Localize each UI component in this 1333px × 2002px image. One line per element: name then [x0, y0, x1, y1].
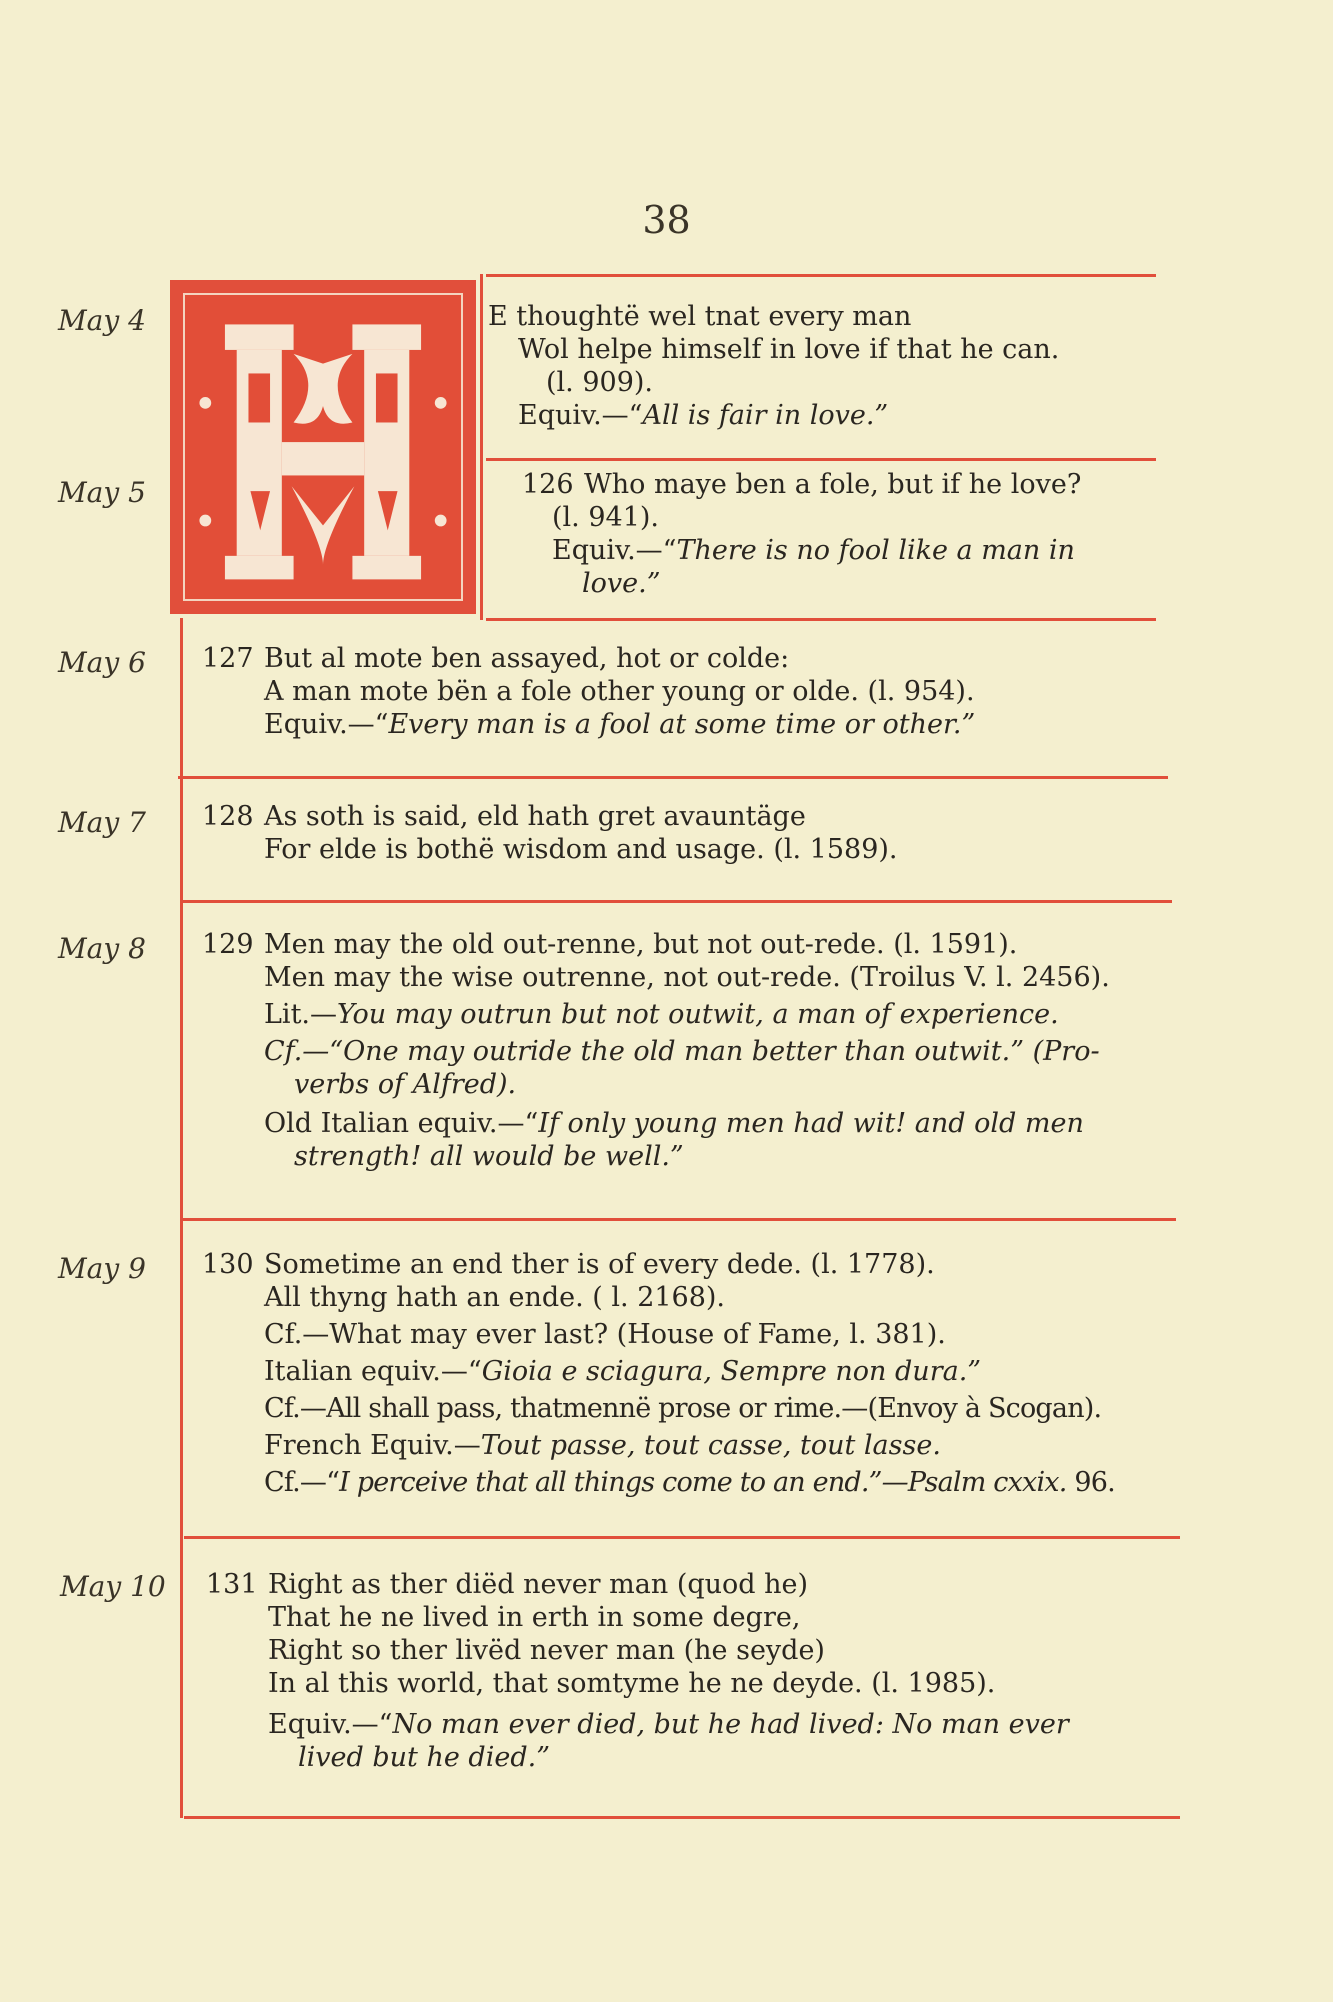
- entry-129-number: 129: [202, 929, 254, 960]
- divider-vertical-top: [480, 274, 483, 620]
- entry-126-line-1: Who maye ben a fole, but if he love?: [584, 469, 1082, 500]
- entry-130-italian-prefix: Italian equiv.—“: [264, 1356, 482, 1387]
- entry-130: [202, 1248, 1115, 1499]
- entry-128-line-1: As soth is said, eld hath gret avauntäge: [264, 801, 806, 832]
- entry-130-number: 130: [202, 1249, 254, 1280]
- entry-131-equiv-prefix: Equiv.—“: [268, 1709, 393, 1740]
- entry-127-equiv-prefix: Equiv.—“: [264, 709, 389, 740]
- rule-127-128: [178, 776, 1168, 779]
- rule-125-126: [486, 458, 1156, 461]
- rule-130-131: [184, 1536, 1180, 1539]
- entry-129-cf-text-1: One may outride the old man better than outwit.” (Pro-: [343, 1036, 1100, 1067]
- date-may-4: May 4: [58, 304, 146, 337]
- entry-131-line-4: In al this world, that somtyme he ne deyde. (l. 1985).: [268, 1668, 996, 1699]
- entry-130-cf-prefix: Cf.—“: [264, 1467, 340, 1498]
- entry-126-equiv-text-2: love.”: [582, 568, 661, 599]
- entry-131-line-2: That he ne lived in erth in some degre,: [268, 1602, 801, 1633]
- entry-126: [522, 468, 1081, 600]
- entry-127-line-1: But al mote ben assayed, hot or colde:: [264, 643, 790, 674]
- entry-131-equiv-text-2: lived but he died.”: [298, 1742, 550, 1773]
- entry-125-equiv-text: All is fair in love.”: [642, 400, 889, 431]
- divider-vertical-left: [180, 618, 183, 1818]
- entry-129-line-2: Men may the wise outrenne, not out-rede. (Troilus V. l. 2456).: [264, 962, 1110, 993]
- entry-129-italian-text-1: If only young men had wit! and old men: [538, 1108, 1084, 1139]
- entry-129-lit-prefix: Lit.—: [264, 999, 337, 1030]
- entry-130-line-5: Cf.—All shall pass, thatmennë prose or rime.—(Envoy à Scogan).: [264, 1393, 1102, 1424]
- rule-129-130: [182, 1218, 1176, 1221]
- entry-130-cf-suffix: 96.: [1066, 1467, 1115, 1498]
- entry-129: [202, 928, 1110, 1173]
- entry-128-number: 128: [202, 801, 254, 832]
- entry-129-line-1: Men may the old out-renne, but not out-rede. (l. 1591).: [264, 929, 1018, 960]
- entry-129-italian-prefix: Old Italian equiv.—“: [264, 1108, 539, 1139]
- entry-130-line-1: Sometime an end ther is of every dede. (l. 1778).: [264, 1249, 935, 1280]
- entry-127-number: 127: [202, 643, 254, 674]
- entry-131-line-1: Right as ther diëd never man (quod he): [268, 1569, 809, 1600]
- entry-127-equiv-text: Every man is a fool at some time or other.”: [388, 709, 976, 740]
- entry-126-number: 126: [522, 469, 574, 500]
- entry-129-italian-text-2: strength! all would be well.”: [294, 1141, 684, 1172]
- entry-129-cf-text-2: verbs of Alfred).: [294, 1069, 517, 1100]
- entry-125: [488, 300, 1059, 432]
- entry-130-cf-text: I perceive that all things come to an end.”—Psalm cxxix.: [339, 1467, 1067, 1498]
- ornamental-h-icon: [185, 295, 461, 599]
- entry-130-line-2: All thyng hath an ende. ( l. 2168).: [264, 1282, 726, 1313]
- entry-131-line-3: Right so ther livëd never man (he seyde): [268, 1635, 825, 1666]
- date-may-7: May 7: [58, 806, 146, 839]
- entry-125-equiv-prefix: Equiv.—“: [518, 400, 643, 431]
- entry-129-lit-text: You may outrun but not outwit, a man of experience.: [337, 999, 1059, 1030]
- entry-127: [202, 642, 975, 741]
- entry-128: [202, 800, 898, 866]
- entry-126-equiv-prefix: Equiv.—“: [552, 535, 677, 566]
- entry-127-line-2: A man mote bën a fole other young or olde. (l. 954).: [264, 676, 975, 707]
- entry-128-line-2: For elde is bothë wisdom and usage. (l. 1589).: [264, 834, 898, 865]
- date-may-6: May 6: [58, 646, 146, 679]
- rule-128-129: [180, 900, 1172, 903]
- rule-top: [486, 274, 1156, 277]
- entry-126-line-2: (l. 941).: [552, 502, 659, 533]
- entry-130-line-3: Cf.—What may ever last? (House of Fame, l. 381).: [264, 1319, 946, 1350]
- entry-125-line-3: (l. 909).: [546, 367, 653, 398]
- date-may-10: May 10: [60, 1570, 166, 1603]
- entry-131-equiv-text-1: No man ever died, but he had lived: No man ever: [392, 1709, 1069, 1740]
- entry-131: [206, 1568, 1069, 1774]
- entry-125-line-1: E thoughtë wel tnat every man: [488, 301, 912, 332]
- entry-131-number: 131: [206, 1569, 258, 1600]
- page-number: 38: [642, 198, 691, 242]
- date-may-9: May 9: [58, 1252, 146, 1285]
- entry-130-french-text: Tout passe, tout casse, tout lasse.: [480, 1430, 941, 1461]
- entry-126-equiv-text-1: There is no fool like a man in: [676, 535, 1075, 566]
- entry-129-cf-prefix: Cf.—“: [264, 1036, 344, 1067]
- date-may-5: May 5: [58, 476, 146, 509]
- date-may-8: May 8: [58, 932, 146, 965]
- entry-130-italian-text: Gioia e sciagura, Sempre non dura.”: [481, 1356, 982, 1387]
- entry-125-line-2: Wol helpe himself in love if that he can.: [518, 334, 1060, 365]
- entry-130-french-prefix: French Equiv.—: [264, 1430, 481, 1461]
- drop-cap-h: [170, 280, 476, 614]
- rule-126-127: [486, 618, 1156, 621]
- rule-bottom: [184, 1816, 1180, 1819]
